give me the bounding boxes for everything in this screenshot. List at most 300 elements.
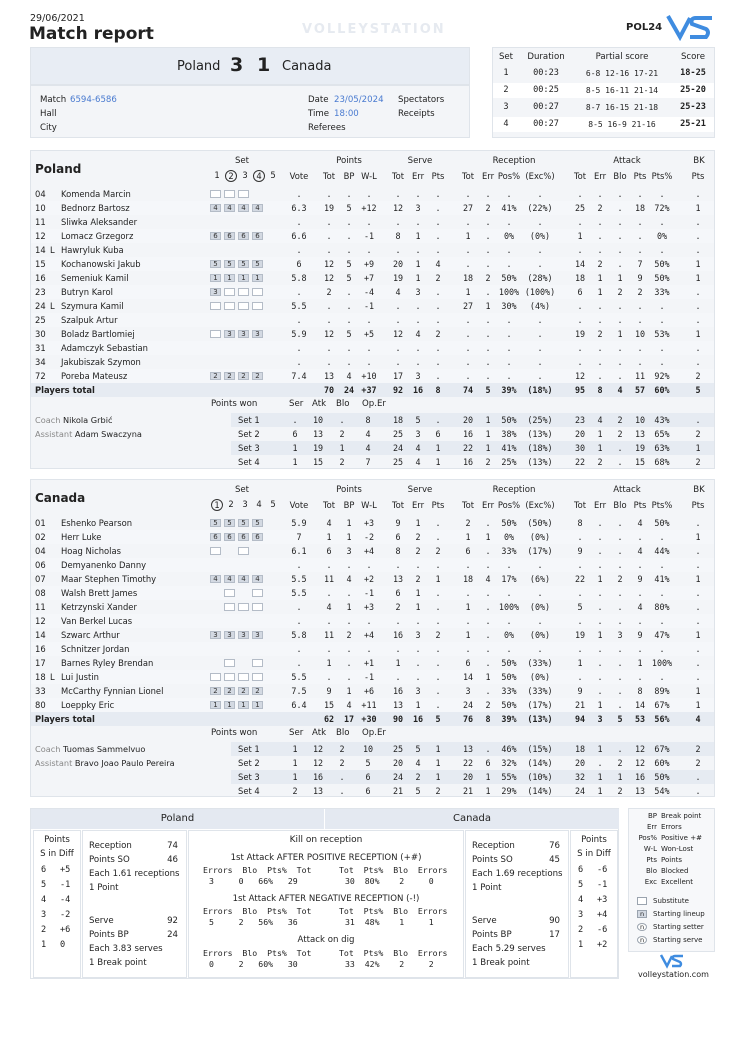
stat-cell: 12: [323, 273, 335, 283]
stat-cell: 0%: [656, 231, 668, 241]
total-cell: 94: [574, 714, 586, 724]
legend-abbr: BP: [647, 812, 657, 820]
stat-cell: 1: [485, 301, 491, 311]
set-stat-cell: 2: [695, 758, 701, 768]
referees-label: Referees: [308, 123, 346, 133]
set-lineup-box: 6: [210, 232, 221, 240]
stat-cell: .: [326, 217, 332, 227]
stat-cell: .: [485, 588, 491, 598]
total-cell: 5: [485, 385, 491, 395]
legend-abbr: W-L: [643, 845, 657, 853]
set-lineup-box: [252, 603, 263, 611]
set-stat-cell: 23: [574, 415, 586, 425]
pos-right-values: 30 80% 2 0: [345, 876, 434, 886]
stat-cell: 92%: [654, 371, 670, 381]
city-label: City: [40, 123, 57, 133]
player-number: 15: [35, 259, 46, 269]
set-score: 25-21: [680, 119, 706, 129]
stat-cell: .: [346, 217, 352, 227]
stat-cell: .: [346, 357, 352, 367]
set-stat-cell: 25: [392, 744, 404, 754]
total-cell: (18%): [527, 385, 553, 395]
stat-cell: .: [659, 588, 665, 598]
stat-cell: 4: [485, 574, 491, 584]
rotation: 6: [41, 865, 47, 875]
stat-cell: (0%): [529, 630, 551, 640]
set-number-header: 1: [211, 499, 223, 511]
stat-cell: .: [485, 357, 491, 367]
stat-cell: 15: [323, 700, 335, 710]
stat-cell: 4: [637, 518, 643, 528]
set-lineup-box: 4: [224, 204, 235, 212]
points-won-cell: 7: [365, 457, 371, 467]
player-number: 08: [35, 588, 46, 598]
stat-cell: 25: [574, 203, 586, 213]
legend-desc: Blocked: [661, 867, 689, 875]
set-lineup-box: [252, 302, 263, 310]
column-header: Blo: [613, 171, 627, 181]
coach-name: Tuomas Sammelvuo: [63, 744, 146, 754]
stat-cell: .: [296, 658, 302, 668]
set-stat-cell: 24: [392, 772, 404, 782]
stat-cell: .: [695, 343, 701, 353]
stat-cell: .: [506, 245, 512, 255]
player-number: 14: [35, 630, 46, 640]
points-won-col: Atk: [312, 399, 327, 409]
set-partial-score: 6-8 12-16 17-21: [585, 69, 659, 78]
stat-cell: 1: [485, 532, 491, 542]
stat-cell: .: [617, 217, 623, 227]
stat-cell: 5: [577, 602, 583, 612]
stat-cell: 6.6: [291, 231, 307, 241]
assistant-name: Adam Swaczyna: [74, 429, 142, 439]
stat-cell: .: [617, 658, 623, 668]
set-lineup-box: 5: [238, 519, 249, 527]
stat-cell: 1: [465, 602, 471, 612]
stat-cell: 1: [695, 532, 701, 542]
stat-cell: .: [597, 616, 603, 626]
rotation: 1: [578, 940, 584, 950]
stat-cell: .: [695, 245, 701, 255]
set-label: Set 3: [238, 772, 260, 782]
stat-cell: .: [617, 357, 623, 367]
stat-cell: 2: [435, 329, 441, 339]
stat-cell: 6: [395, 532, 401, 542]
legend-lineup-label: Starting setter: [653, 923, 704, 931]
totals-row: [31, 712, 714, 726]
stat-cell: .: [485, 658, 491, 668]
set-stat-cell: 1: [435, 758, 441, 768]
set-stat-cell: 2: [597, 457, 603, 467]
stat-cell: .: [395, 357, 401, 367]
stat-cell: 3: [415, 686, 421, 696]
stat-cell: 5.9: [291, 329, 307, 339]
stat-cell: +9: [363, 259, 375, 269]
stat-cell: .: [597, 658, 603, 668]
stat-cell: .: [296, 357, 302, 367]
stat-cell: .: [637, 217, 643, 227]
stat-cell: .: [465, 217, 471, 227]
stat-cell: 9: [326, 686, 332, 696]
stat-cell: .: [415, 189, 421, 199]
player-row: [31, 586, 714, 600]
stat-cell: 13: [323, 371, 335, 381]
column-header: Pts: [691, 500, 705, 510]
column-header: BP: [343, 500, 355, 510]
set-stat-row: [231, 770, 714, 784]
stat-cell: .: [395, 644, 401, 654]
stat-cell: .: [695, 560, 701, 570]
set-stat-cell: 18: [574, 744, 586, 754]
set-row: [493, 66, 714, 81]
legend-desc: Excellent: [661, 878, 693, 886]
set-lineup-box: [224, 302, 235, 310]
stat-cell: .: [637, 588, 643, 598]
set-stat-cell: 1: [485, 786, 491, 796]
stat-cell: 22: [574, 574, 586, 584]
player-name: Boladz Bartlomiej: [61, 329, 135, 339]
group-header: BK: [693, 156, 705, 166]
date-label: Date: [308, 95, 329, 105]
total-cell: 76: [462, 714, 474, 724]
set-stat-cell: 50%: [654, 772, 670, 782]
player-name: McCarthy Fynnian Lionel: [61, 686, 164, 696]
stat-cell: .: [296, 287, 302, 297]
stat-cell: +10: [361, 371, 377, 381]
column-header: Pts: [633, 171, 647, 181]
column-header: Tot: [573, 171, 587, 181]
stat-cell: .: [395, 672, 401, 682]
set-stat-cell: 1: [597, 744, 603, 754]
legend-abbr: Pos%: [638, 834, 657, 842]
stat-cell: .: [435, 672, 441, 682]
set-stat-cell: 20: [574, 429, 586, 439]
set-stat-cell: 6: [485, 758, 491, 768]
stat-cell: .: [435, 588, 441, 598]
stat-cell: .: [296, 343, 302, 353]
set-stat-cell: 2: [435, 786, 441, 796]
set-lineup-box: 1: [224, 701, 235, 709]
stat-cell: 1: [415, 588, 421, 598]
set-lineup-box: 2: [210, 372, 221, 380]
stat-cell: 4: [326, 518, 332, 528]
stat-cell: 1: [465, 532, 471, 542]
stat-cell: 5.5: [291, 588, 307, 598]
set-lineup-box: [210, 330, 221, 338]
stat-cell: .: [537, 259, 543, 269]
set-lineup-box: 3: [252, 330, 263, 338]
player-row: [31, 299, 714, 313]
stat-cell: .: [637, 315, 643, 325]
legend-desc: Points: [661, 856, 683, 864]
right-headers: Tot Pts% Blo Errors: [339, 906, 448, 916]
set-stat-cell: 22: [462, 443, 474, 453]
column-header: Tot: [322, 500, 336, 510]
column-header: Pts%: [651, 171, 673, 181]
stat-cell: .: [695, 301, 701, 311]
stat-cell: .: [617, 259, 623, 269]
stat-cell: 50%: [654, 273, 670, 283]
stat-cell: .: [415, 357, 421, 367]
stat-cell: .: [326, 315, 332, 325]
set-lineup-box: [210, 673, 221, 681]
player-number: 11: [35, 602, 46, 612]
set-stat-cell: 43%: [654, 415, 670, 425]
stat-cell: .: [465, 245, 471, 255]
player-name: Butryn Karol: [61, 287, 113, 297]
set-lineup-box: 6: [224, 533, 235, 541]
stat-cell: 5: [346, 273, 352, 283]
stat-cell: .: [326, 301, 332, 311]
stat-cell: .: [346, 672, 352, 682]
summary-label: 1 Break point: [89, 958, 147, 968]
summary-label: Reception: [472, 841, 515, 851]
total-cell: 5: [435, 714, 441, 724]
stat-cell: 18: [462, 273, 474, 283]
set-lineup-box: 5: [252, 260, 263, 268]
stat-cell: (17%): [527, 546, 553, 556]
stat-cell: .: [485, 686, 491, 696]
set-stat-row: [231, 784, 714, 798]
kill-title: Kill on reception: [289, 835, 363, 845]
stat-cell: .: [485, 189, 491, 199]
set-score: 25-20: [680, 85, 706, 95]
group-header: Set: [234, 485, 250, 495]
stat-cell: .: [326, 616, 332, 626]
stat-cell: .: [659, 315, 665, 325]
set-lineup-box: 1: [224, 274, 235, 282]
stat-cell: .: [435, 231, 441, 241]
lineup-marker-icon: [637, 897, 647, 905]
player-name: Eshenko Pearson: [61, 518, 133, 528]
stat-cell: .: [346, 588, 352, 598]
set-stat-cell: 2: [617, 758, 623, 768]
stat-cell: .: [577, 245, 583, 255]
column-header: Tot: [391, 171, 405, 181]
stat-cell: .: [485, 616, 491, 626]
coach-name: Nikola Grbić: [63, 415, 113, 425]
stat-cell: .: [366, 357, 372, 367]
points-won-col: Ser: [289, 728, 304, 738]
set-lineup-box: 1: [238, 701, 249, 709]
watermark: VOLLEYSTATION: [302, 22, 446, 37]
stat-cell: 1: [695, 630, 701, 640]
stat-cell: 3: [465, 686, 471, 696]
set-stat-cell: 46%: [501, 744, 517, 754]
stat-cell: .: [346, 189, 352, 199]
legend-desc: Won-Lost: [661, 845, 694, 853]
set-lineup-box: [210, 302, 221, 310]
set-stat-cell: 60%: [654, 758, 670, 768]
stat-cell: .: [346, 245, 352, 255]
home-reception-block: [82, 830, 187, 978]
set-lineup-box: 4: [252, 575, 263, 583]
stat-cell: .: [485, 315, 491, 325]
group-header: Reception: [492, 485, 536, 495]
stat-cell: 1: [346, 602, 352, 612]
stat-cell: 9: [395, 518, 401, 528]
player-number: 30: [35, 329, 46, 339]
stat-cell: .: [617, 189, 623, 199]
stat-cell: 1: [415, 273, 421, 283]
set-label: Set 4: [238, 786, 260, 796]
summary-label: Each 5.29 serves: [472, 944, 546, 954]
points-won-cell: 12: [312, 758, 324, 768]
set-score: 25-23: [680, 102, 706, 112]
points-won-cell: 6: [292, 429, 298, 439]
stat-cell: 1: [395, 658, 401, 668]
set-stat-cell: 1: [485, 415, 491, 425]
stat-cell: 1: [637, 658, 643, 668]
rotation: 4: [41, 895, 47, 905]
legend-desc: Errors: [661, 823, 682, 831]
stat-cell: 2: [435, 546, 441, 556]
stat-cell: 0%: [503, 630, 515, 640]
stat-cell: .: [597, 644, 603, 654]
stat-cell: .: [597, 357, 603, 367]
stat-cell: 2: [326, 287, 332, 297]
points-won-cell: 10: [362, 744, 374, 754]
stat-cell: .: [537, 245, 543, 255]
away-sets: 1: [257, 54, 271, 76]
stat-cell: 2: [415, 546, 421, 556]
left-headers: Errors Blo Pts% Tot: [203, 906, 312, 916]
stat-cell: .: [695, 672, 701, 682]
points-won-cell: 2: [339, 758, 345, 768]
set-lineup-box: 4: [238, 575, 249, 583]
player-number: 12: [35, 231, 46, 241]
set-stat-cell: .: [617, 443, 623, 453]
libero-flag: L: [50, 301, 55, 311]
total-cell: 39%: [501, 385, 517, 395]
column-header: W-L: [361, 171, 377, 181]
stat-cell: .: [346, 658, 352, 668]
stat-cell: .: [506, 329, 512, 339]
stat-cell: .: [617, 231, 623, 241]
stat-cell: (0%): [529, 602, 551, 612]
column-header: Err: [481, 171, 495, 181]
stat-cell: .: [659, 357, 665, 367]
lineup-marker-icon: n: [637, 923, 647, 931]
stat-cell: .: [435, 245, 441, 255]
set-score: 18-25: [680, 68, 706, 78]
stat-cell: 2: [597, 259, 603, 269]
stat-cell: .: [435, 602, 441, 612]
stat-cell: 4: [415, 329, 421, 339]
stat-cell: 5.8: [291, 630, 307, 640]
stat-cell: .: [326, 672, 332, 682]
set-stat-cell: 2: [695, 429, 701, 439]
column-header: Pts: [633, 500, 647, 510]
stat-cell: .: [695, 602, 701, 612]
summary-label: Points BP: [472, 930, 512, 940]
set-lineup-box: 3: [224, 330, 235, 338]
stat-cell: .: [617, 616, 623, 626]
stat-cell: -4: [363, 287, 375, 297]
points-won-cell: 1: [292, 443, 298, 453]
set-lineup-box: 5: [238, 260, 249, 268]
total-cell: 3: [597, 714, 603, 724]
stat-cell: 16: [392, 686, 404, 696]
stat-cell: .: [577, 560, 583, 570]
stat-cell: .: [415, 644, 421, 654]
set-lineup-box: 2: [238, 372, 249, 380]
set-lineup-box: 3: [252, 631, 263, 639]
set-stat-cell: 13: [634, 786, 646, 796]
legend-abbr: Err: [646, 823, 657, 831]
stat-cell: 12: [392, 203, 404, 213]
set-lineup-box: 5: [224, 260, 235, 268]
stat-cell: .: [296, 616, 302, 626]
set-stat-cell: (18%): [527, 443, 553, 453]
stat-cell: 1: [326, 532, 332, 542]
stat-cell: .: [537, 357, 543, 367]
player-number: 16: [35, 644, 46, 654]
set-stat-cell: 20: [392, 758, 404, 768]
stat-cell: .: [346, 301, 352, 311]
column-header: BP: [343, 171, 355, 181]
player-row: [31, 243, 714, 257]
total-cell: 56%: [654, 714, 670, 724]
summary-value: 90: [549, 916, 560, 926]
stat-cell: .: [617, 686, 623, 696]
stat-cell: .: [537, 217, 543, 227]
total-cell: 8: [435, 385, 441, 395]
stat-cell: 1: [695, 574, 701, 584]
set-lineup-box: 4: [210, 204, 221, 212]
stat-cell: .: [659, 560, 665, 570]
set-stat-cell: 2: [485, 457, 491, 467]
stat-cell: 2: [435, 630, 441, 640]
time-label: Time: [308, 109, 330, 119]
set-stat-cell: 2: [695, 457, 701, 467]
stat-cell: .: [637, 301, 643, 311]
player-number: 72: [35, 371, 46, 381]
stat-cell: 5.5: [291, 672, 307, 682]
site-link[interactable]: volleystation.com: [638, 970, 709, 979]
set-number-header: 4: [256, 499, 262, 509]
summary-label: 1 Point: [89, 883, 119, 893]
report-date: 29/06/2021: [30, 13, 85, 24]
column-header: Pos%: [497, 500, 521, 510]
stat-cell: 4: [637, 546, 643, 556]
stat-cell: 2: [617, 574, 623, 584]
set-stat-row: [231, 756, 714, 770]
s-in-diff-label: S in Diff: [40, 849, 74, 859]
diff: -1: [597, 880, 608, 890]
stat-cell: .: [506, 343, 512, 353]
stat-cell: .: [415, 560, 421, 570]
set-number-header: 1: [214, 170, 220, 180]
set-stat-cell: 12: [634, 758, 646, 768]
set-stat-cell: 1: [485, 429, 491, 439]
stat-cell: 19: [323, 203, 335, 213]
stat-cell: .: [395, 616, 401, 626]
summary-label: Points SO: [472, 855, 513, 865]
stat-cell: 3: [415, 630, 421, 640]
stat-cell: .: [415, 301, 421, 311]
stat-cell: 5: [346, 203, 352, 213]
stat-cell: .: [597, 602, 603, 612]
set-lineup-box: [224, 603, 235, 611]
player-number: 02: [35, 532, 46, 542]
score-banner: [30, 47, 470, 85]
points-won-cell: .: [339, 415, 345, 425]
stat-cell: .: [537, 371, 543, 381]
assistant-label: Assistant: [35, 758, 73, 768]
stat-cell: .: [597, 588, 603, 598]
stat-cell: 9: [577, 686, 583, 696]
